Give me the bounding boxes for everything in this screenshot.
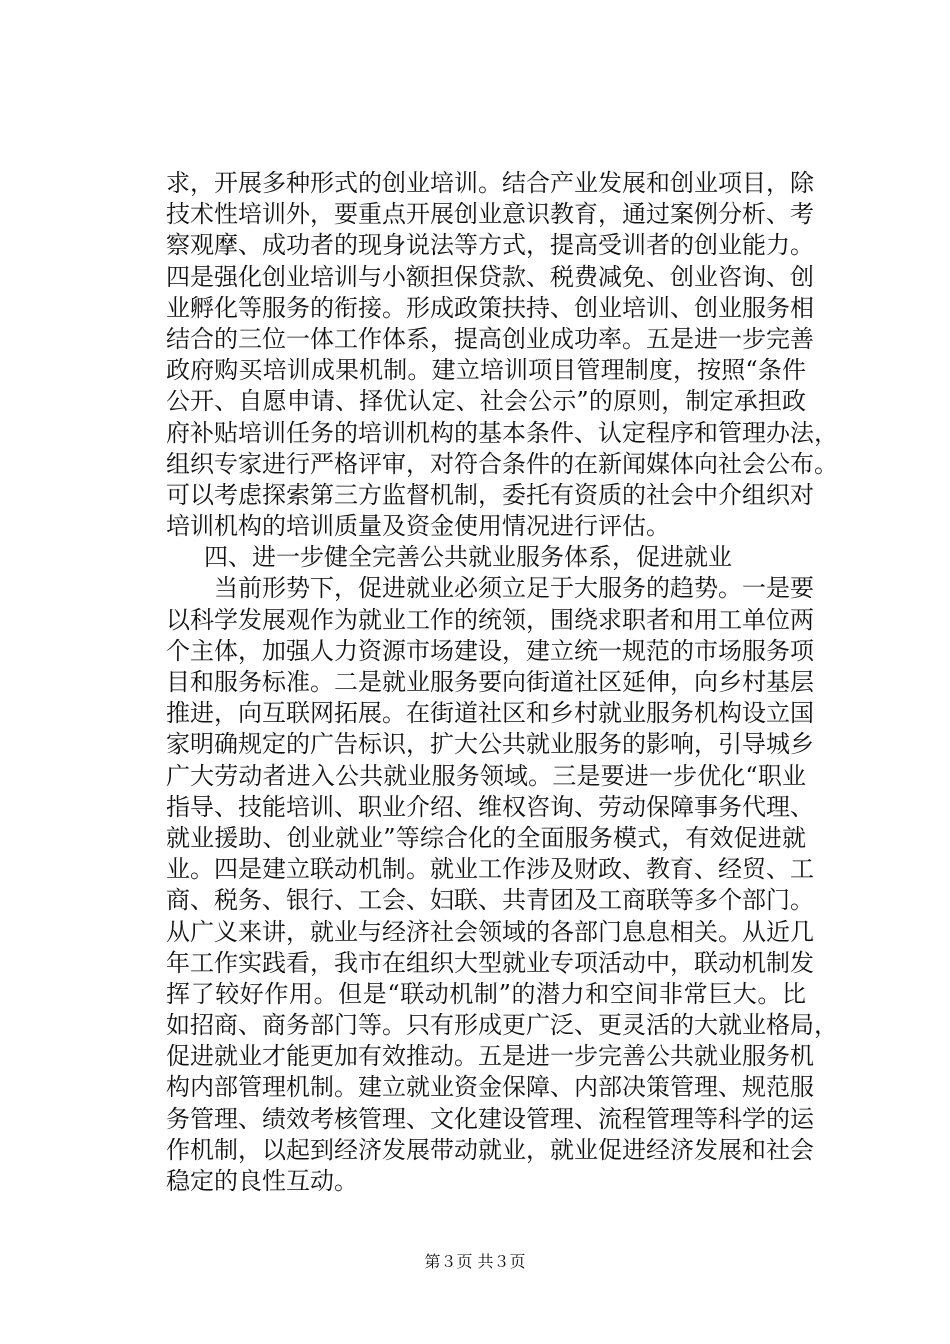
text-line: 商、税务、银行、工会、妇联、共青团及工商联等多个部门。 bbox=[166, 886, 814, 915]
text-line: 府补贴培训任务的培训机构的基本条件、认定程序和管理办法， bbox=[166, 418, 838, 447]
text-line: 可以考虑探索第三方监督机制，委托有资质的社会中介组织对 bbox=[166, 480, 814, 509]
text-line: 广大劳动者进入公共就业服务领域。三是要进一步优化“职业 bbox=[166, 761, 806, 790]
text-line: 如招商、商务部门等。只有形成更广泛、更灵活的大就业格局， bbox=[166, 1011, 838, 1040]
page-number-footer: 第３页 共３页 bbox=[424, 1252, 526, 1271]
text-line: 指导、技能培训、职业介绍、维权咨询、劳动保障事务代理、 bbox=[166, 792, 814, 821]
text-line: 结合的三位一体工作体系，提高创业成功率。五是进一步完善 bbox=[166, 324, 814, 353]
document-body bbox=[166, 168, 838, 1197]
text-line: 家明确规定的广告标识，扩大公共就业服务的影响，引导城乡 bbox=[166, 730, 814, 759]
text-line: 促进就业才能更加有效推动。五是进一步完善公共就业服务机 bbox=[166, 1042, 814, 1071]
text-line: 业孵化等服务的衔接。形成政策扶持、创业培训、创业服务相 bbox=[166, 293, 814, 322]
text-line: 察观摩、成功者的现身说法等方式，提高受训者的创业能力。 bbox=[166, 231, 814, 260]
text-line: 年工作实践看，我市在组织大型就业专项活动中，联动机制发 bbox=[166, 948, 814, 977]
text-line: 求，开展多种形式的创业培训。结合产业发展和创业项目，除 bbox=[166, 169, 814, 197]
text-line: 稳定的良性互动。 bbox=[166, 1167, 358, 1195]
text-line: 组织专家进行严格评审，对符合条件的在新闻媒体向社会公布。 bbox=[166, 449, 838, 478]
text-line: 就业援助、创业就业”等综合化的全面服务模式，有效促进就 bbox=[166, 823, 806, 852]
text-line: 公开、自愿申请、择优认定、社会公示”的原则，制定承担政 bbox=[166, 387, 806, 416]
text-line: 作机制，以起到经济发展带动就业，就业促进经济发展和社会 bbox=[166, 1135, 814, 1164]
text-line: 构内部管理机制。建立就业资金保障、内部决策管理、规范服 bbox=[166, 1073, 814, 1102]
text-line: 政府购买培训成果机制。建立培训项目管理制度，按照“条件 bbox=[166, 356, 806, 385]
text-line: 从广义来讲，就业与经济社会领域的各部门息息相关。从近几 bbox=[166, 917, 814, 946]
text-line: 挥了较好作用。但是“联动机制”的潜力和空间非常巨大。比 bbox=[166, 979, 806, 1008]
text-line: 目和服务标准。二是就业服务要向街道社区延伸，向乡村基层 bbox=[166, 668, 814, 696]
text-line: 四是强化创业培训与小额担保贷款、税费减免、创业咨询、创 bbox=[166, 262, 814, 291]
text-line: 务管理、绩效考核管理、文化建设管理、流程管理等科学的运 bbox=[166, 1104, 814, 1133]
text-line: 推进，向互联网拓展。在街道社区和乡村就业服务机构设立国 bbox=[166, 699, 814, 728]
text-line: 以科学发展观作为就业工作的统领，围绕求职者和用工单位两 bbox=[166, 605, 814, 634]
text-line: 培训机构的培训质量及资金使用情况进行评估。 bbox=[166, 512, 670, 541]
section-heading: 四、进一步健全完善公共就业服务体系，促进就业 bbox=[204, 543, 732, 572]
text-line: 技术性培训外，要重点开展创业意识教育，通过案例分析、考 bbox=[166, 200, 814, 229]
text-line: 个主体，加强人力资源市场建设，建立统一规范的市场服务项 bbox=[166, 636, 814, 665]
text-line: 业。四是建立联动机制。就业工作涉及财政、教育、经贸、工 bbox=[166, 855, 814, 884]
text-line: 当前形势下，促进就业必须立足于大服务的趋势。一是要 bbox=[214, 574, 814, 603]
